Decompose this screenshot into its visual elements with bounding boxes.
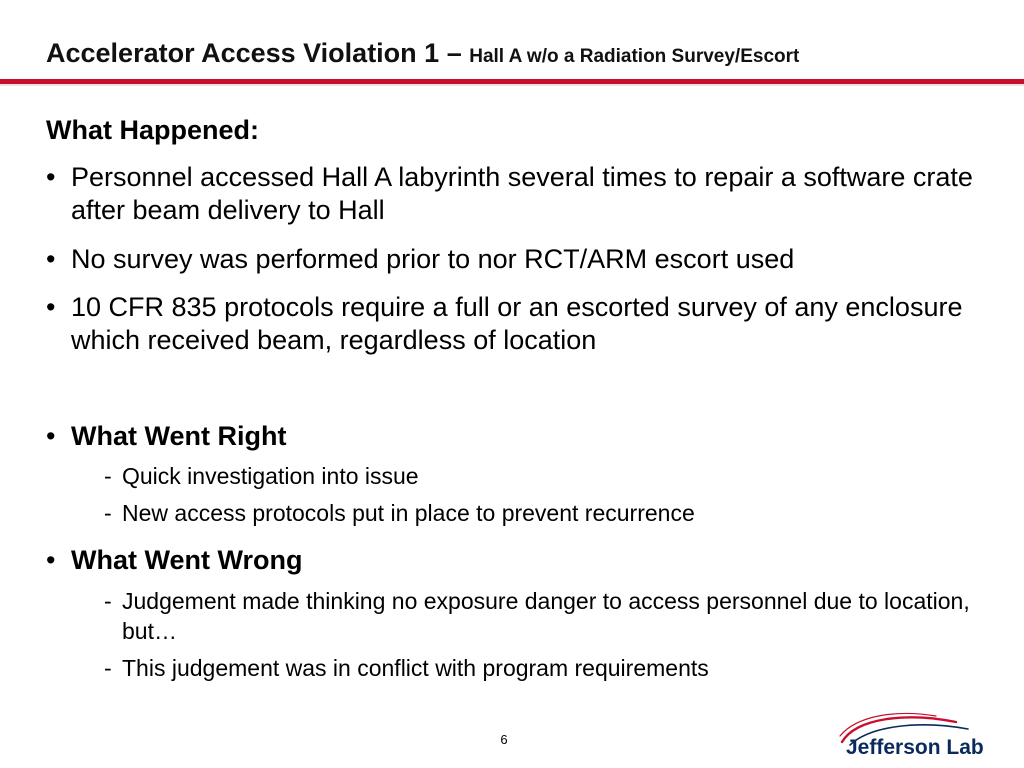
bullet-what-went-wrong <box>46 544 976 577</box>
what-went-wrong-heading: What Went Wrong <box>71 545 303 575</box>
dash-marker: - <box>104 588 112 614</box>
sub-item-text: Judgement made thinking no exposure danger to access personnel due to location, but… <box>122 588 970 644</box>
what-went-right-heading: What Went Right <box>71 421 287 451</box>
bullet-marker: • <box>46 162 56 192</box>
bullet-item <box>46 161 976 227</box>
section-heading-what-happened: What Happened: <box>46 115 259 145</box>
logo-wordmark: Jefferson Lab <box>846 736 984 759</box>
title-divider-shadow <box>0 84 1024 86</box>
sub-item <box>104 498 984 528</box>
bullet-what-went-right <box>46 420 976 453</box>
sub-item-text: This judgement was in conflict with program requirements <box>122 655 709 681</box>
bullet-marker: • <box>46 545 56 575</box>
bullet-marker: • <box>46 421 56 451</box>
bullet-marker: • <box>46 244 56 274</box>
bullet-text: Personnel accessed Hall A labyrinth several times to repair a software crate after beam delivery to Hall <box>71 162 973 225</box>
dash-marker: - <box>104 655 112 681</box>
sub-item <box>104 653 984 683</box>
slide-title-main: Accelerator Access Violation 1 – <box>46 38 470 68</box>
page-number: 6 <box>500 732 508 747</box>
slide-title-subtitle: Hall A w/o a Radiation Survey/Escort <box>469 46 800 67</box>
sub-item-text: New access protocols put in place to prevent recurrence <box>122 500 695 526</box>
bullet-text: 10 CFR 835 protocols require a full or an escorted survey of any enclosure which received beam, regardless of location <box>71 292 963 355</box>
dash-marker: - <box>104 463 112 489</box>
sub-item <box>104 586 984 646</box>
dash-marker: - <box>104 500 112 526</box>
slide-title <box>46 38 799 69</box>
jefferson-lab-logo <box>836 712 994 760</box>
sub-item-text: Quick investigation into issue <box>122 463 419 489</box>
bullet-item <box>46 291 976 357</box>
bullet-item <box>46 243 976 276</box>
bullet-text: No survey was performed prior to nor RCT/ARM escort used <box>71 244 795 274</box>
sub-item <box>104 461 984 491</box>
bullet-marker: • <box>46 292 56 322</box>
